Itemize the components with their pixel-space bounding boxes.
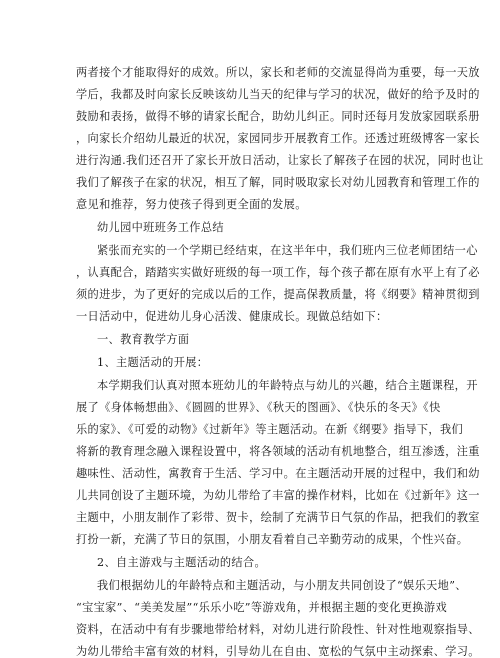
paragraph-line: 将新的教育理念融入课程设置中，将各领域的活动有机地整合，组互渗透，注重 <box>76 445 480 458</box>
paragraph-line: 一日活动中，促进幼儿身心活泼、健康成长。现做总结如下： <box>76 310 388 323</box>
paragraph-line: 儿共同创设了主题环境，为幼儿带给了丰富的操作材料，比如在《过新年》这一 <box>76 489 480 502</box>
paragraph-line: 须的进步，为了更好的完成以后的工作，提高保教质量，将《纲要》精神贯彻到 <box>76 288 480 301</box>
subheading: 1、主题活动的开展： <box>97 356 209 369</box>
paragraph-line: “宝宝家”、“美美发屋”“乐乐小吃”等游戏角，并根据主题的变化更换游戏 <box>76 601 448 614</box>
paragraph-line: 为幼儿带给丰富有效的材料，引导幼儿在自由、宽松的气氛中主动探索、学习。 <box>76 645 480 658</box>
paragraph-line: 两者接个才能取得好的成效。所以，家长和老师的交流显得尚为重要，每一天放 <box>76 66 480 79</box>
paragraph-line: 趣味性、活动性，寓教育于生活、学习中。在主题活动开展的过程中，我们和幼 <box>76 467 480 480</box>
paragraph-line: 学后，我都及时向家长反映该幼儿当天的纪律与学习的状况，做好的给予及时的 <box>76 88 480 101</box>
subheading: 2、自主游戏与主题活动的结合。 <box>97 556 266 569</box>
paragraph-line: 主题中，小朋友制作了彩带、贺卡，绘制了充满节日气氛的作品，把我们的教室 <box>76 511 480 524</box>
paragraph-line: 意见和推荐，努力使孩子得到更全面的发展。 <box>76 198 307 211</box>
paragraph-line: 本学期我们认真对照本班幼儿的年龄特点与幼儿的兴趣，结合主题课程，开 <box>97 379 478 392</box>
paragraph-line: 展了《身体畅想曲》、《圆圆的世界》、《秋天的图画》、《快乐的冬天》《快 <box>76 401 441 414</box>
paragraph-line: 紧张而充实的一个学期已经结束，在这半年中，我们班内三位老师团结一心 <box>97 244 478 257</box>
subheading: 一、教育教学方面 <box>97 333 190 346</box>
paragraph-line: ，认真配合，踏踏实实做好班级的每一项工作，每个孩子都在原有水平上有了必 <box>76 266 480 279</box>
paragraph-line: 打扮一新，充满了节日的氛围，小朋友看着自己辛勤劳动的成果，个性兴奋。 <box>76 533 469 546</box>
paragraph-line: 我们根据幼儿的年龄特点和主题活动，与小朋友共同创设了“娱乐天地”、 <box>97 579 467 592</box>
section-title: 幼儿园中班班务工作总结 <box>97 221 224 234</box>
paragraph-line: ，向家长介绍幼儿最近的状况，家园同步开展教育工作。还透过班级博客一家长 <box>76 132 480 145</box>
paragraph-line: 乐的家》、《可爱的动物》《过新年》等主题活动。在新《纲要》指导下，我们 <box>76 423 464 436</box>
paragraph-line: 我们了解孩子在家的状况，相互了解，同时吸取家长对幼儿园教育和管理工作的 <box>76 176 480 189</box>
paragraph-line: 资料，在活动中有有步骤地带给材料，对幼儿进行阶段性、针对性地观察指导、 <box>76 623 480 636</box>
paragraph-line: 鼓励和表扬，做得不够的请家长配合，助幼儿纠正。同时还每月发放家园联系册 <box>76 110 480 123</box>
paragraph-line: 进行沟通.我们还召开了家长开放日活动，让家长了解孩子在园的状况，同时也让 <box>76 154 484 167</box>
